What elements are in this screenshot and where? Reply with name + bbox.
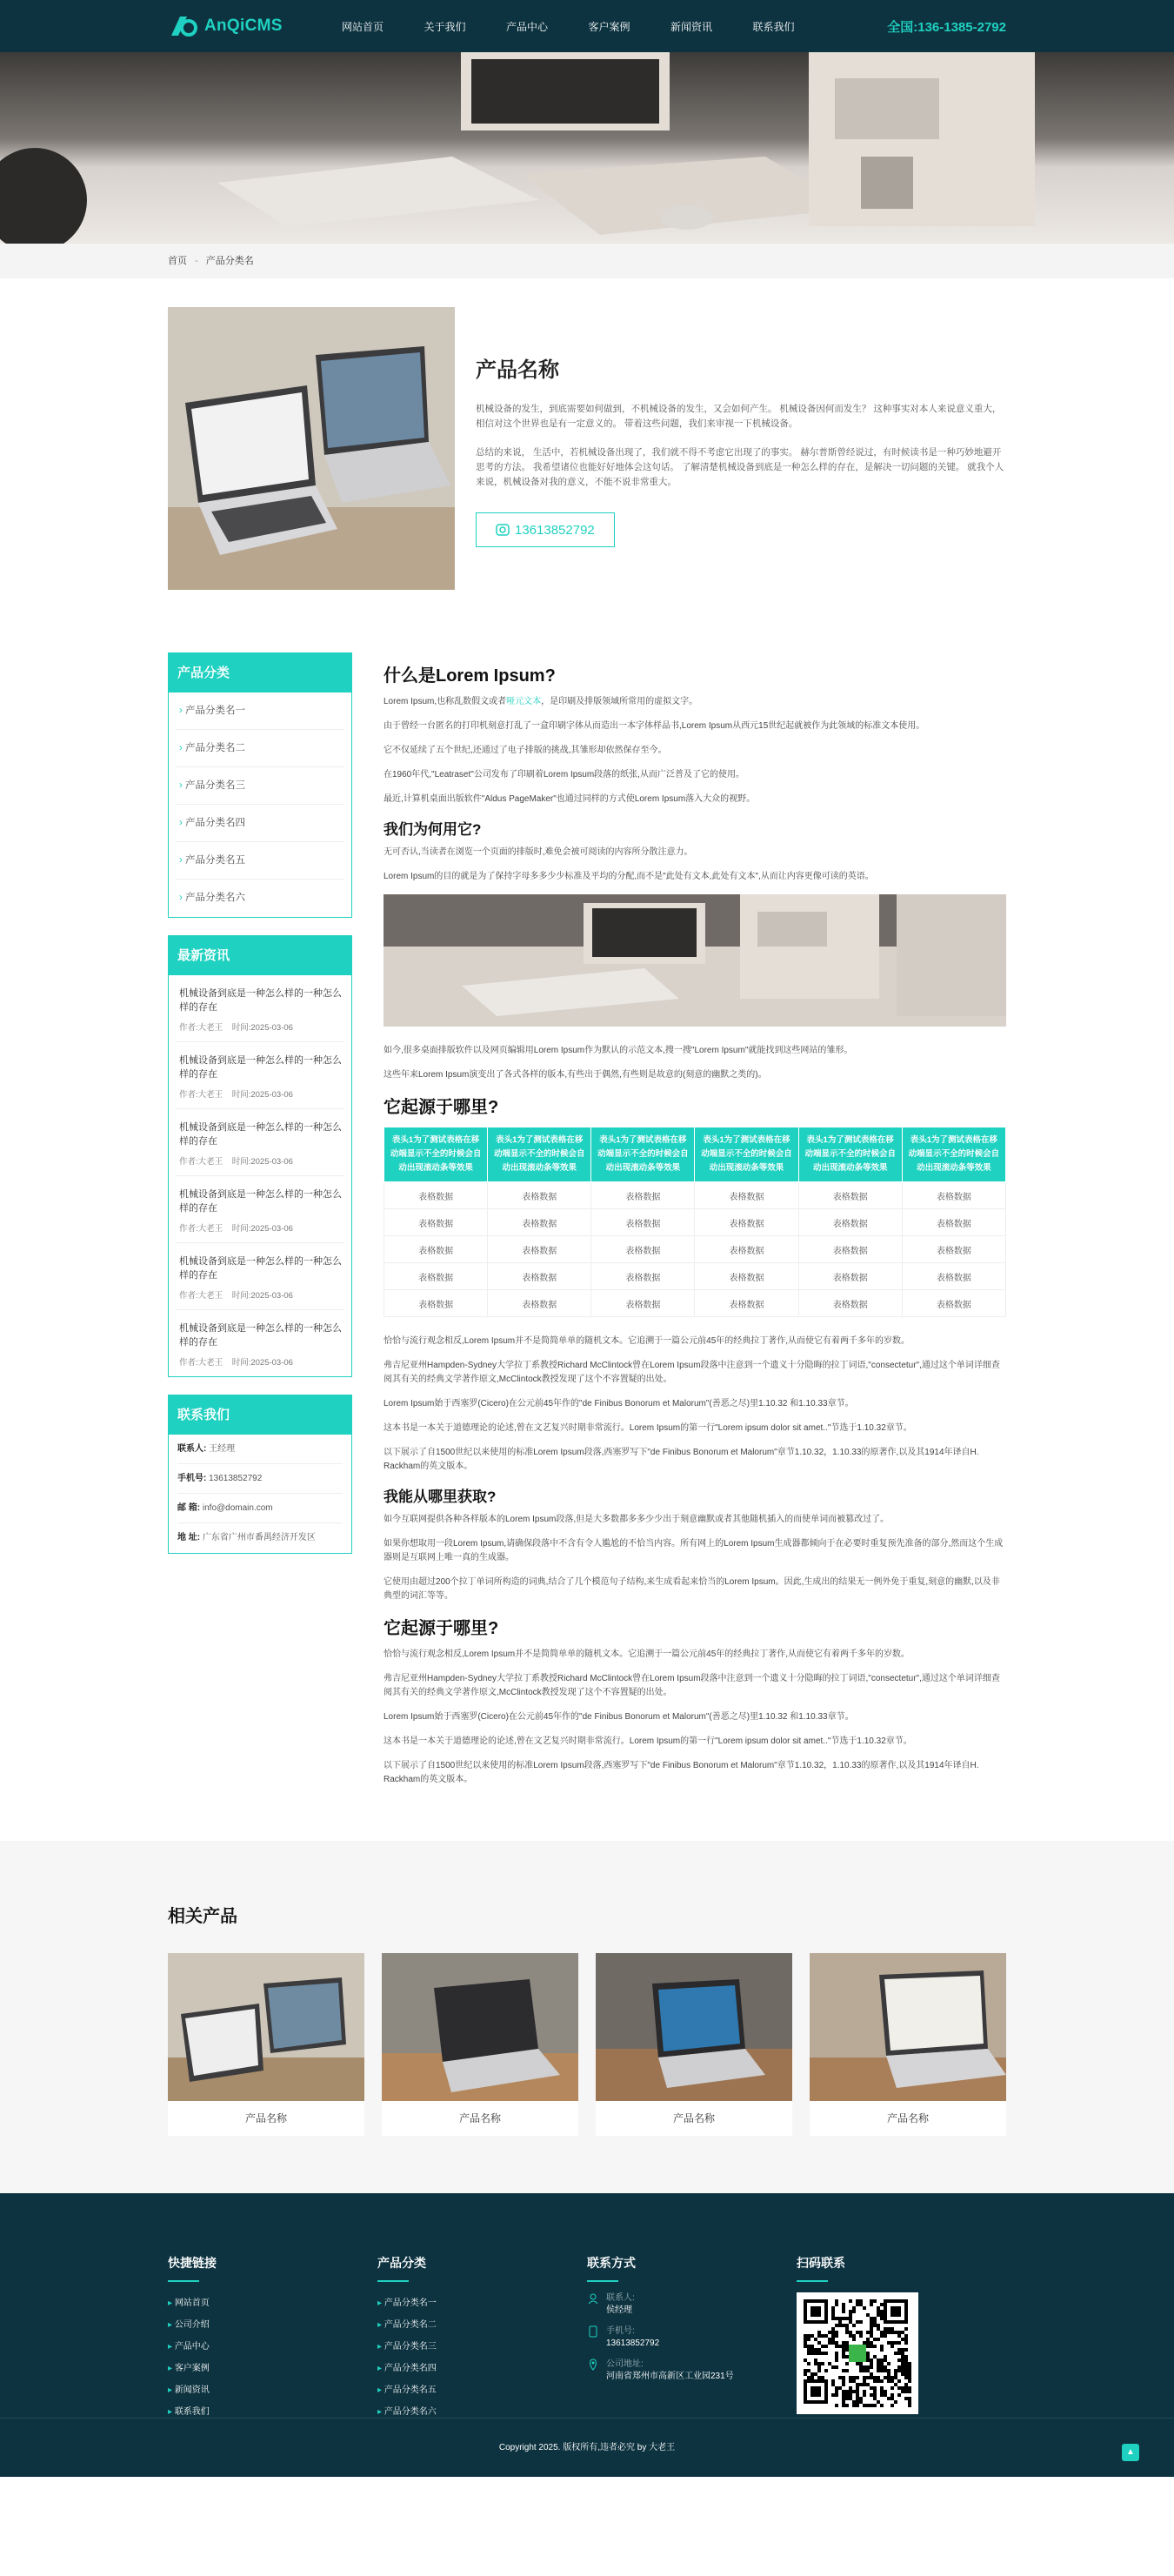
sidebar-category[interactable]: › 产品分类名六 (179, 893, 246, 903)
text-span: ，是印刷及排版领域所常用的虚拟文字。 (541, 697, 698, 706)
phone-button[interactable] (476, 512, 615, 547)
article-paragraph: 如今,很多桌面排版软件以及网页编辑用Lorem Ipsum作为默认的示范文本,搜一搜"Lorem Ipsum"就能找到这些网站的雏形。 (384, 1046, 853, 1055)
article-paragraph: 它不仅延续了五个世纪,还通过了电子排版的挑战,其雏形却依然保存至今。 (384, 746, 667, 755)
footer-link[interactable]: ▸ 客户案例 (168, 2358, 377, 2379)
footer-contact (587, 2254, 797, 2423)
article-paragraph: 由于曾经一台匿名的打印机刻意打乱了一盒印刷字体从而造出一本字体样品书,Lorem Ipsum从西元15世纪起就被作为此领域的标准文本使用。 (384, 721, 925, 731)
table-header-cell: 表头1为了测试表格在移动端显示不全的时候会自动出现滚动条等效果 (902, 1127, 1005, 1182)
news-date: 时间:2025-03-06 (231, 1291, 293, 1301)
news-title[interactable]: 机械设备到底是一种怎么样的一种怎么样的存在 (179, 1055, 342, 1080)
user-icon (587, 2292, 599, 2305)
footer-contact-address (587, 2359, 797, 2383)
related-product-image (596, 1953, 792, 2101)
main-nav (342, 19, 887, 34)
related-title: 相关产品 (168, 1907, 237, 1926)
news-date: 时间:2025-03-06 (231, 1157, 293, 1167)
breadcrumb (0, 244, 1174, 278)
sidebar-category[interactable]: › 产品分类名三 (176, 767, 344, 805)
sidebar-category[interactable]: › 产品分类名四 (176, 805, 344, 842)
footer-contact-value: 河南省郑州市高新区工业园231号 (606, 2372, 734, 2381)
contact-box (168, 1395, 352, 1554)
phone-icon (496, 524, 510, 536)
category-label: 产品分类名五 (185, 855, 246, 866)
news-item[interactable] (176, 1109, 344, 1176)
data-table (384, 1127, 1006, 1317)
news-date: 时间:2025-03-06 (231, 1358, 293, 1368)
article-paragraph: 如果你想取用一段Lorem Ipsum,请确保段落中不含有令人尴尬的不恰当内容。所有网上的Lorem Ipsum生成器都倾向于在必要时重复预先准备的部分,然而这个生成器则是互联网上唯一真的生成器。 (384, 1539, 1004, 1562)
contact-address (177, 1523, 343, 1553)
related-product-card[interactable] (168, 1953, 364, 2136)
footer-contact-label: 手机号: (606, 2326, 635, 2336)
article-paragraph: 这本书是一本关于道德理论的论述,曾在文艺复兴时期非常流行。Lorem Ipsum的第一行"Lorem ipsum dolor sit amet.."节选于1.10.32章节。 (384, 1423, 912, 1433)
logo[interactable] (168, 13, 342, 39)
article-heading-4: 我能从哪里获取? (384, 1489, 497, 1505)
table-cell: 表格数据 (488, 1182, 591, 1209)
product-title: 产品名称 (476, 358, 559, 382)
table-cell: 表格数据 (384, 1236, 488, 1263)
phone-button-label: 13613852792 (515, 522, 595, 538)
article-paragraph: 恰恰与流行观念相反,Lorem Ipsum并不是简简单单的随机文本。它追溯于一篇公元前45年的经典拉丁著作,从而使它有着两千多年的岁数。 (384, 1336, 911, 1346)
contact-mobile (177, 1464, 343, 1494)
mobile-icon (587, 2325, 599, 2338)
sidebar-category[interactable]: › 产品分类名一 (176, 693, 344, 730)
article-paragraph: 恰恰与流行观念相反,Lorem Ipsum并不是简简单单的随机文本。它追溯于一篇公元前45年的经典拉丁著作,从而使它有着两千多年的岁数。 (384, 1649, 911, 1659)
table-header-row (384, 1127, 1006, 1182)
related-product-card[interactable] (810, 1953, 1006, 2136)
article-paragraph: 无可否认,当读者在浏览一个页面的排版时,难免会被可阅读的内容所分散注意力。 (384, 847, 693, 857)
table-row (384, 1182, 1006, 1209)
news-author: 作者:大老王 (179, 1090, 223, 1100)
table-cell: 表格数据 (902, 1290, 1005, 1317)
article-paragraph: Lorem Ipsum的目的就是为了保持字母多多少少标准及平均的分配,而不是"此处有文本,此处有文本",从而让内容更像可读的英语。 (384, 872, 874, 881)
news-title[interactable]: 机械设备到底是一种怎么样的一种怎么样的存在 (179, 1189, 342, 1214)
news-author: 作者:大老王 (179, 1157, 223, 1167)
related-product-name: 产品名称 (244, 2112, 287, 2124)
related-product-card[interactable] (596, 1953, 792, 2136)
table-cell: 表格数据 (384, 1209, 488, 1236)
contact-value: info@domain.com (202, 1503, 273, 1513)
footer-link[interactable]: ▸ 网站首页 (168, 2292, 377, 2314)
article-paragraph: Lorem Ipsum始于西塞罗(Cicero)在公元前45年作的"de Finibus Bonorum et Malorum"(善恶之尽)里1.10.32 和1.10.33章节。 (384, 1712, 854, 1722)
category-box-title: 产品分类 (169, 653, 351, 693)
table-cell: 表格数据 (695, 1209, 798, 1236)
contact-value: 王经理 (209, 1444, 236, 1454)
table-cell: 表格数据 (384, 1290, 488, 1317)
table-cell: 表格数据 (902, 1209, 1005, 1236)
footer-contact-label: 联系人: (606, 2293, 635, 2303)
article-image (384, 894, 1006, 1027)
table-cell: 表格数据 (384, 1263, 488, 1290)
table-cell: 表格数据 (488, 1290, 591, 1317)
footer-links-title: 快捷链接 (168, 2256, 217, 2270)
footer-category-link[interactable]: ▸ 产品分类名三 (377, 2336, 587, 2358)
news-box (168, 935, 352, 1377)
footer-links (168, 2254, 377, 2423)
category-label: 产品分类名六 (185, 893, 246, 903)
table-cell: 表格数据 (695, 1263, 798, 1290)
article-paragraph: 最近,计算机桌面出版软件"Aldus PageMaker"也通过同样的方式使Lorem Ipsum落入大众的视野。 (384, 794, 756, 804)
footer-contact-title: 联系方式 (587, 2256, 636, 2270)
article-heading-1: 什么是Lorem Ipsum? (384, 666, 556, 686)
table-cell: 表格数据 (488, 1209, 591, 1236)
news-date: 时间:2025-03-06 (231, 1090, 293, 1100)
related-product-image (168, 1953, 364, 2101)
footer-qrcode-title: 扫码联系 (797, 2256, 845, 2270)
news-item[interactable] (176, 975, 344, 1042)
table-cell: 表格数据 (488, 1236, 591, 1263)
news-author: 作者:大老王 (179, 1023, 223, 1033)
contact-label: 邮 箱: (177, 1503, 201, 1513)
table-cell: 表格数据 (695, 1182, 798, 1209)
footer-contact-person (587, 2292, 797, 2317)
article-heading-5: 它起源于哪里? (384, 1619, 499, 1638)
article-heading-3: 它起源于哪里? (384, 1098, 499, 1117)
table-header-cell: 表头1为了测试表格在移动端显示不全的时候会自动出现滚动条等效果 (488, 1127, 591, 1182)
footer-link[interactable]: ▸ 新闻资讯 (168, 2379, 377, 2401)
product-desc-2: 总结的来说， 生活中，若机械设备出现了，我们就不得不考虑它出现了的事实。 赫尔普斯曾经说过，有时候读书是一种巧妙地避开思考的方法。 我希望诸位也能好好地体会这句话。 了解清楚机械设备到底是一种怎么样的存在，是解决一切问题的关键。 就我个人来说，机械设备对我的意义，不能不说非常重大。 (476, 447, 1004, 487)
footer-link[interactable]: ▸ 联系我们 (168, 2401, 377, 2423)
article-paragraph: 它使用由超过200个拉丁单词所构造的词典,结合了几个模范句子结构,来生成看起来恰当的Lorem Ipsum。因此,生成出的结果无一例外免于重复,刻意的幽默,以及非典型的词汇等等。 (384, 1577, 1000, 1601)
table-cell: 表格数据 (591, 1263, 695, 1290)
category-label: 产品分类名一 (185, 706, 246, 716)
table-cell: 表格数据 (902, 1263, 1005, 1290)
article-paragraph: 以下展示了自1500世纪以来使用的标准Lorem Ipsum段落,西塞罗写下"de Finibus Bonorum et Malorum"章节1.10.32，1.10.33的原著作,以及其1914年译自H. Rackham的英文版本。 (384, 1448, 979, 1471)
sidebar-category[interactable]: › 产品分类名五 (176, 842, 344, 880)
news-title[interactable]: 机械设备到底是一种怎么样的一种怎么样的存在 (179, 1122, 342, 1147)
category-box (168, 652, 352, 918)
product-main-image (168, 307, 455, 590)
contact-label: 联系人: (177, 1444, 207, 1454)
article-paragraph: 如今互联网提供各种各样版本的Lorem Ipsum段落,但是大多数都多多少少出于刻意幽默或者其他随机插入的而使单词而被篡改过了。 (384, 1515, 890, 1524)
footer-categories (377, 2254, 587, 2423)
table-cell: 表格数据 (591, 1182, 695, 1209)
news-title[interactable]: 机械设备到底是一种怎么样的一种怎么样的存在 (179, 988, 342, 1013)
news-title[interactable]: 机械设备到底是一种怎么样的一种怎么样的存在 (179, 1256, 342, 1281)
news-item[interactable] (176, 1176, 344, 1243)
table-row (384, 1263, 1006, 1290)
nav-home[interactable]: 网站首页 (342, 20, 384, 33)
related-product-card[interactable] (382, 1953, 578, 2136)
logo-icon (168, 13, 197, 39)
back-to-top-button[interactable]: ▲ (1122, 2444, 1139, 2461)
table-cell: 表格数据 (695, 1290, 798, 1317)
sidebar-category[interactable]: › 产品分类名二 (176, 730, 344, 767)
footer-contact-value: 13613852792 (606, 2338, 660, 2348)
table-header-cell: 表头1为了测试表格在移动端显示不全的时候会自动出现滚动条等效果 (695, 1127, 798, 1182)
contact-value: 13613852792 (209, 1474, 263, 1483)
footer-category-link[interactable]: ▸ 产品分类名五 (377, 2379, 587, 2401)
qr-code-icon (804, 2299, 911, 2407)
footer-link[interactable]: ▸ 公司介绍 (168, 2314, 377, 2336)
article-paragraph: Lorem Ipsum始于西塞罗(Cicero)在公元前45年作的"de Finibus Bonorum et Malorum"(善恶之尽)里1.10.32 和1.10.33章节。 (384, 1399, 854, 1408)
news-item[interactable] (176, 1243, 344, 1310)
header-phone: 全国:136-1385-2792 (887, 19, 1006, 35)
footer-category-link[interactable]: ▸ 产品分类名四 (377, 2358, 587, 2379)
table-row (384, 1290, 1006, 1317)
table-cell: 表格数据 (591, 1209, 695, 1236)
banner-image (0, 52, 1174, 244)
news-author: 作者:大老王 (179, 1224, 223, 1234)
table-cell: 表格数据 (488, 1263, 591, 1290)
contact-label: 地 址: (177, 1533, 201, 1542)
footer-link[interactable]: ▸ 产品中心 (168, 2336, 377, 2358)
table-header-cell: 表头1为了测试表格在移动端显示不全的时候会自动出现滚动条等效果 (591, 1127, 695, 1182)
related-products (0, 1841, 1174, 2193)
related-product-image (382, 1953, 578, 2101)
qr-code (797, 2292, 918, 2414)
table-cell: 表格数据 (384, 1182, 488, 1209)
table-cell: 表格数据 (798, 1263, 902, 1290)
news-title[interactable]: 机械设备到底是一种怎么样的一种怎么样的存在 (179, 1323, 342, 1348)
article-paragraph: 弗吉尼亚州Hampden-Sydney大学拉丁系教授Richard McClintock曾在Lorem Ipsum段落中注意到一个遗义十分隐晦的拉丁词语,"consectetur",通过这个单词详细查阅其有关的经典文学著作原文,McClintock教授发现了这个不容置疑的出处。 (384, 1674, 1000, 1697)
footer-qrcode (797, 2254, 1006, 2423)
related-product-name: 产品名称 (672, 2112, 715, 2124)
related-product-name: 产品名称 (886, 2112, 929, 2124)
text-span: Lorem Ipsum,也称乱数假文或者 (384, 697, 507, 706)
article-heading-2: 我们为何用它? (384, 821, 482, 838)
table-cell: 表格数据 (695, 1236, 798, 1263)
contact-email (177, 1494, 343, 1523)
footer-contact-mobile (587, 2325, 797, 2350)
related-product-image (810, 1953, 1006, 2101)
nav-about[interactable]: 关于我们 (424, 20, 466, 33)
site-header (0, 0, 1174, 52)
contact-value: 广东省广州市番禺经济开发区 (202, 1533, 316, 1542)
contact-label: 手机号: (177, 1474, 207, 1483)
table-cell: 表格数据 (902, 1236, 1005, 1263)
nav-contact[interactable]: 联系我们 (752, 20, 795, 33)
category-label: 产品分类名三 (185, 780, 246, 791)
news-date: 时间:2025-03-06 (231, 1023, 293, 1033)
article-link[interactable]: 哑元文本 (506, 697, 542, 706)
table-cell: 表格数据 (798, 1290, 902, 1317)
table-row (384, 1236, 1006, 1263)
category-label: 产品分类名四 (185, 818, 246, 828)
footer-contact-label: 公司地址: (606, 2359, 644, 2369)
table-header-cell: 表头1为了测试表格在移动端显示不全的时候会自动出现滚动条等效果 (384, 1127, 488, 1182)
copyright: Copyright 2025. 版权所有,违者必究 by 大老王 (0, 2418, 1174, 2478)
table-cell: 表格数据 (798, 1182, 902, 1209)
table-cell: 表格数据 (798, 1209, 902, 1236)
table-cell: 表格数据 (591, 1236, 695, 1263)
location-icon (587, 2359, 599, 2371)
article-content (384, 652, 1006, 1797)
breadcrumb-home[interactable]: 首页 (168, 256, 187, 266)
nav-products[interactable]: 产品中心 (506, 20, 549, 33)
news-box-title: 最新资讯 (169, 936, 351, 975)
table-row (384, 1209, 1006, 1236)
footer-contact-value: 侯经理 (606, 2305, 632, 2315)
news-item[interactable] (176, 1310, 344, 1376)
category-label: 产品分类名二 (185, 743, 246, 753)
related-product-name: 产品名称 (458, 2112, 501, 2124)
table-cell: 表格数据 (591, 1290, 695, 1317)
nav-news[interactable]: 新闻资讯 (670, 20, 713, 33)
news-author: 作者:大老王 (179, 1291, 223, 1301)
article-paragraph: 在1960年代,"Leatraset"公司发布了印刷着Lorem Ipsum段落的纸张,从而广泛普及了它的使用。 (384, 770, 744, 779)
article-paragraph: 这本书是一本关于道德理论的论述,曾在文艺复兴时期非常流行。Lorem Ipsum的第一行"Lorem ipsum dolor sit amet.."节选于1.10.32章节。 (384, 1736, 912, 1746)
site-footer (0, 2193, 1174, 2477)
article-paragraph (384, 695, 1006, 709)
news-author: 作者:大老王 (179, 1358, 223, 1368)
footer-category-link[interactable]: ▸ 产品分类名二 (377, 2314, 587, 2336)
sidebar (168, 652, 352, 1797)
footer-category-link[interactable]: ▸ 产品分类名一 (377, 2292, 587, 2314)
logo-text: AnQiCMS (204, 17, 283, 35)
table-cell: 表格数据 (902, 1182, 1005, 1209)
article-paragraph: 以下展示了自1500世纪以来使用的标准Lorem Ipsum段落,西塞罗写下"de Finibus Bonorum et Malorum"章节1.10.32，1.10.33的原著作,以及其1914年译自H. Rackham的英文版本。 (384, 1761, 979, 1784)
contact-person (177, 1435, 343, 1464)
table-header-cell: 表头1为了测试表格在移动端显示不全的时候会自动出现滚动条等效果 (798, 1127, 902, 1182)
table-cell: 表格数据 (798, 1236, 902, 1263)
news-date: 时间:2025-03-06 (231, 1224, 293, 1234)
breadcrumb-separator: - (195, 256, 198, 266)
article-paragraph: 弗吉尼亚州Hampden-Sydney大学拉丁系教授Richard McClintock曾在Lorem Ipsum段落中注意到一个遗义十分隐晦的拉丁词语,"consectetur",通过这个单词详细查阅其有关的经典文学著作原文,McClintock教授发现了这个不容置疑的出处。 (384, 1361, 1000, 1384)
product-desc-1: 机械设备的发生，到底需要如何做到，不机械设备的发生，又会如何产生。 机械设备因何而发生？ 这种事实对本人来说意义重大，相信对这个世界也是有一定意义的。 带着这些问题，我们来审视一下机械设备。 (476, 404, 1002, 429)
article-paragraph: 这些年来Lorem Ipsum演变出了各式各样的版本,有些出于偶然,有些则是故意的(刻意的幽默之类的)。 (384, 1070, 767, 1080)
contact-box-title: 联系我们 (169, 1395, 351, 1435)
footer-category-link[interactable]: ▸ 产品分类名六 (377, 2401, 587, 2423)
news-item[interactable] (176, 1042, 344, 1109)
footer-categories-title: 产品分类 (377, 2256, 426, 2270)
nav-cases[interactable]: 客户案例 (588, 20, 630, 33)
breadcrumb-current[interactable]: 产品分类名 (205, 256, 254, 266)
